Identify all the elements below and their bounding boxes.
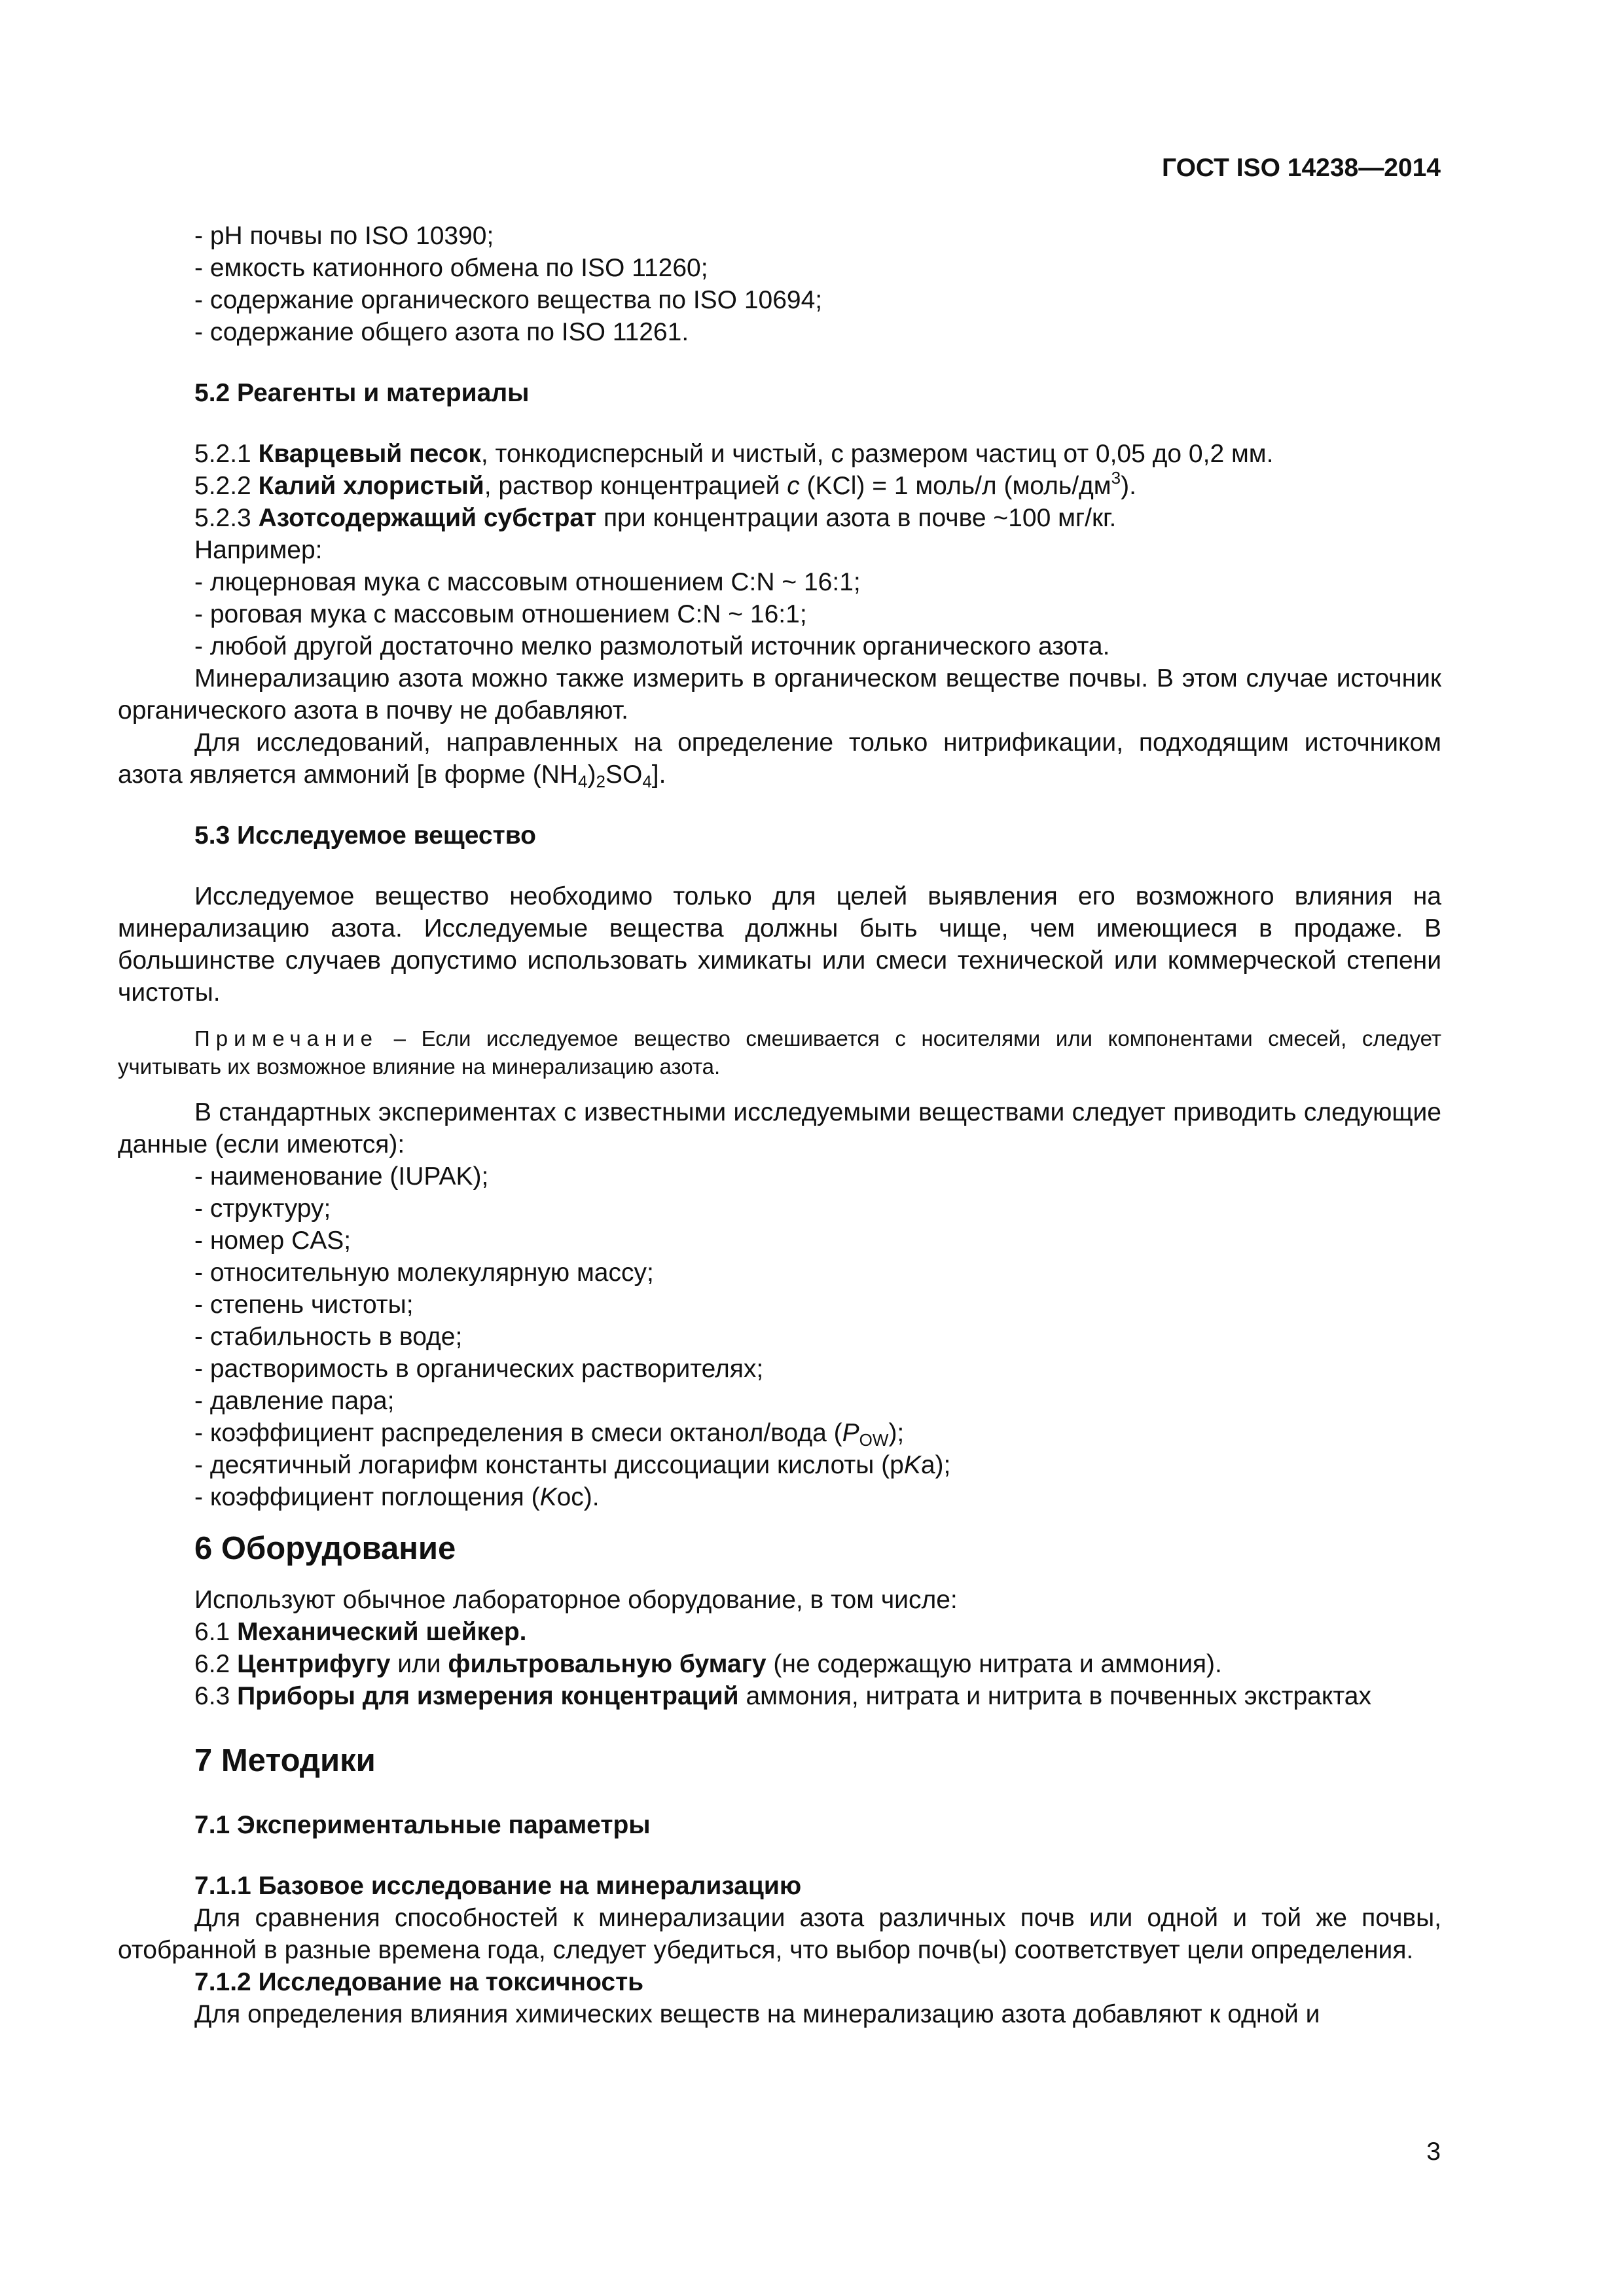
item-5-2-2: 5.2.2 Калий хлористый, раствор концентрацией c (KCl) = 1 моль/л $(моль/дм^3)$. [194, 468, 1136, 500]
list-item: - относительную молекулярную массу; [194, 1259, 654, 1287]
list-item: - коэффициент поглощения (Koc). [194, 1483, 600, 1511]
item-6-2: 6.2 Центрифугу или фильтровальную бумагу (не содержащую нитрата и аммония). [194, 1650, 1222, 1678]
section-heading-6: 6 Оборудование [194, 1531, 456, 1566]
list-item: - десятичный логарифм константы диссоциации кислоты (pKa); [194, 1451, 951, 1479]
paragraph: Для исследований, направленных на определение только нитрификации, подходящим источником азота является аммоний [в форме $(NH_4)_2SO_4$]. [118, 728, 1441, 791]
note: Примечание – Если исследуемое вещество смешивается с носителями или компонентами смесей, следует учитывать их возможное влияние на минерализацию азота. [118, 1026, 1441, 1079]
item-6-3: 6.3 Приборы для измерения концентраций аммония, нитрата и нитрита в почвенных экстрактах [194, 1682, 1371, 1710]
list-item: - давление пара; [194, 1387, 395, 1415]
list-item: - роговая мука с массовым отношением C:N ~ 16:1; [194, 600, 807, 628]
paragraph: Для определения влияния химических веществ на минерализацию азота добавляют к одной и [194, 2000, 1320, 2028]
section-heading-5-3: 5.3 Исследуемое вещество [194, 821, 536, 850]
section-heading-5-2: 5.2 Реагенты и материалы [194, 379, 530, 407]
list-item: - содержание общего азота по ISO 11261. [194, 318, 689, 346]
list-item: - структуру; [194, 1194, 331, 1223]
list-item: - pH почвы по ISO 10390; [194, 222, 494, 250]
document-code: ГОСТ ISO 14238—2014 [1161, 154, 1441, 182]
list-item: - коэффициент распределения в смеси октанол/вода $(P_{OW})$; [194, 1419, 905, 1450]
list-item: - любой другой достаточно мелко размолотый источник органического азота. [194, 632, 1110, 660]
item-5-2-1: 5.2.1 Кварцевый песок, тонкодисперсный и чистый, с размером частиц от 0,05 до 0,2 мм. [194, 440, 1274, 468]
list-item: - номер CAS; [194, 1227, 352, 1255]
section-heading-7-1-2: 7.1.2 Исследование на токсичность [194, 1968, 644, 1996]
list-item: - люцерновая мука с массовым отношением C:N ~ 16:1; [194, 568, 861, 596]
list-item: - степень чистоты; [194, 1291, 414, 1319]
example-label: Например: [194, 536, 323, 564]
section-heading-7-1: 7.1 Экспериментальные параметры [194, 1811, 651, 1839]
list-item: - наименование (IUPAK); [194, 1162, 489, 1191]
list-item: - емкость катионного обмена по ISO 11260; [194, 254, 708, 282]
paragraph: Используют обычное лабораторное оборудование, в том числе: [194, 1586, 958, 1614]
item-5-2-3: 5.2.3 Азотсодержащий субстрат при концентрации азота в почве ~100 мг/кг. [194, 504, 1117, 532]
page-number: 3 [1426, 2138, 1441, 2166]
paragraph: Для сравнения способностей к минерализации азота различных почв или одной и той же почвы, отобранной в разные времена года, следует убедиться, что выбор почв(ы) соответствует цели определения. [118, 1904, 1441, 1964]
list-item: - стабильность в воде; [194, 1323, 463, 1351]
list-item: - содержание органического вещества по ISO 10694; [194, 286, 823, 314]
paragraph: Исследуемое вещество необходимо только для целей выявления его возможного влияния на минерализацию азота. Исследуемые вещества должны быть чище, чем имеющиеся в продаже. В большинстве случаев допустимо использовать химикаты или смеси технической или коммерческой степени чистоты. [118, 882, 1441, 1007]
item-6-1: 6.1 Механический шейкер. [194, 1618, 527, 1646]
paragraph: Минерализацию азота можно также измерить в органическом веществе почвы. В этом случае источник органического азота в почву не добавляют. [118, 664, 1441, 725]
list-item: - растворимость в органических растворителях; [194, 1355, 764, 1383]
paragraph: В стандартных экспериментах с известными исследуемыми веществами следует приводить следующие данные (если имеются): [118, 1098, 1441, 1158]
page-content [118, 220, 1441, 2030]
section-heading-7: 7 Методики [194, 1743, 376, 1778]
section-heading-7-1-1: 7.1.1 Базовое исследование на минерализацию [194, 1872, 802, 1900]
